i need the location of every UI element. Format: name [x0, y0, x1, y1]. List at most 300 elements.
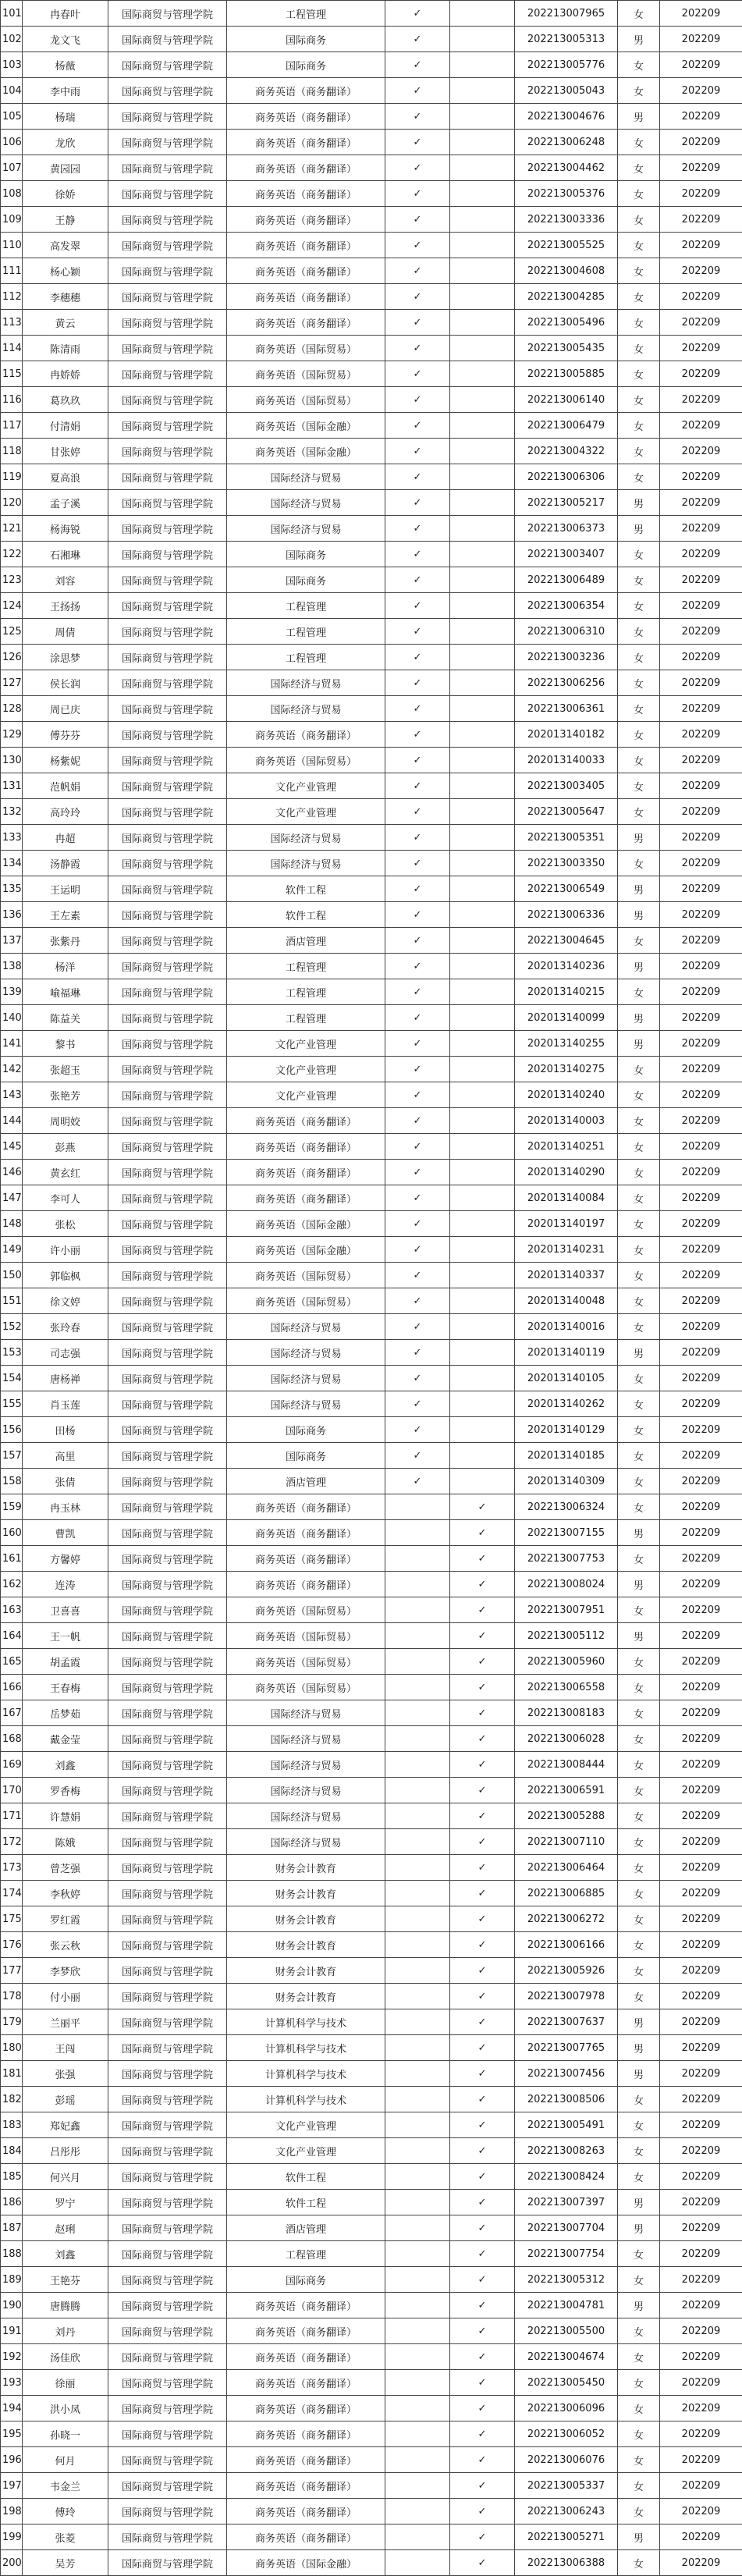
- row-number: 152: [1, 1314, 23, 1340]
- check-mark-column-b: ✓: [450, 1958, 515, 1984]
- row-number: 168: [1, 1726, 23, 1752]
- college-name: 国际商贸与管理学院: [108, 1185, 227, 1211]
- student-name: 张倩: [23, 1469, 108, 1494]
- college-name: 国际商贸与管理学院: [108, 1546, 227, 1572]
- student-name: 张云秋: [23, 1932, 108, 1958]
- check-mark-column-b: ✓: [450, 1546, 515, 1572]
- major-name: 商务英语（商务翻译）: [227, 1546, 385, 1572]
- check-mark-column-b: [450, 1469, 515, 1494]
- check-mark-column-a: ✓: [385, 413, 450, 439]
- student-name: 肖玉莲: [23, 1391, 108, 1417]
- major-name: 国际经济与贸易: [227, 490, 385, 516]
- gender: 男: [618, 1520, 660, 1546]
- check-mark-column-a: ✓: [385, 1031, 450, 1057]
- check-mark-column-a: ✓: [385, 670, 450, 696]
- check-mark-column-b: [450, 1443, 515, 1469]
- row-number: 157: [1, 1443, 23, 1469]
- table-row: [1, 1855, 742, 1881]
- student-name: 冉超: [23, 825, 108, 851]
- student-id: 202213006558: [515, 1675, 618, 1700]
- major-name: 酒店管理: [227, 1469, 385, 1494]
- table-row: [1, 619, 742, 645]
- student-id: 202213004645: [515, 928, 618, 954]
- college-name: 国际商贸与管理学院: [108, 1211, 227, 1237]
- college-name: 国际商贸与管理学院: [108, 773, 227, 799]
- check-mark-column-a: ✓: [385, 464, 450, 490]
- enrollment-grade: 202209: [660, 1752, 742, 1778]
- gender: 女: [618, 1597, 660, 1623]
- student-name: 夏高浪: [23, 464, 108, 490]
- student-id: 202013140215: [515, 979, 618, 1005]
- row-number: 169: [1, 1752, 23, 1778]
- major-name: 文化产业管理: [227, 799, 385, 825]
- student-id: 202213006096: [515, 2396, 618, 2421]
- gender: 男: [618, 2061, 660, 2087]
- table-row: [1, 2344, 742, 2370]
- college-name: 国际商贸与管理学院: [108, 1520, 227, 1546]
- major-name: 商务英语（商务翻译）: [227, 310, 385, 336]
- row-number: 198: [1, 2499, 23, 2524]
- student-id: 202213005435: [515, 336, 618, 361]
- gender: 女: [618, 1700, 660, 1726]
- gender: 女: [618, 207, 660, 233]
- gender: 女: [618, 130, 660, 155]
- major-name: 商务英语（商务翻译）: [227, 181, 385, 207]
- enrollment-grade: 202209: [660, 2112, 742, 2138]
- enrollment-grade: 202209: [660, 1932, 742, 1958]
- row-number: 120: [1, 490, 23, 516]
- row-number: 108: [1, 181, 23, 207]
- college-name: 国际商贸与管理学院: [108, 1572, 227, 1597]
- table-row: [1, 413, 742, 439]
- major-name: 国际经济与贸易: [227, 464, 385, 490]
- row-number: 149: [1, 1237, 23, 1263]
- check-mark-column-b: ✓: [450, 1778, 515, 1803]
- check-mark-column-b: ✓: [450, 1829, 515, 1855]
- major-name: 商务英语（国际贸易）: [227, 1288, 385, 1314]
- gender: 女: [618, 2112, 660, 2138]
- gender: 女: [618, 542, 660, 567]
- major-name: 商务英语（商务翻译）: [227, 233, 385, 258]
- enrollment-grade: 202209: [660, 52, 742, 78]
- table-row: [1, 1958, 742, 1984]
- student-id: 202213006256: [515, 670, 618, 696]
- student-name: 汤佳欣: [23, 2344, 108, 2370]
- check-mark-column-a: ✓: [385, 310, 450, 336]
- major-name: 软件工程: [227, 876, 385, 902]
- row-number: 167: [1, 1700, 23, 1726]
- college-name: 国际商贸与管理学院: [108, 1288, 227, 1314]
- major-name: 软件工程: [227, 902, 385, 928]
- gender: 男: [618, 1340, 660, 1366]
- table-row: [1, 1082, 742, 1108]
- student-id: 202013140048: [515, 1288, 618, 1314]
- student-id: 202013140337: [515, 1263, 618, 1288]
- gender: 女: [618, 361, 660, 387]
- gender: 男: [618, 876, 660, 902]
- check-mark-column-b: [450, 1031, 515, 1057]
- gender: 女: [618, 748, 660, 773]
- gender: 女: [618, 1984, 660, 2009]
- enrollment-grade: 202209: [660, 2241, 742, 2267]
- table-row: [1, 516, 742, 542]
- major-name: 工程管理: [227, 1, 385, 27]
- college-name: 国际商贸与管理学院: [108, 1494, 227, 1520]
- table-row: [1, 233, 742, 258]
- gender: 男: [618, 1572, 660, 1597]
- table-row: [1, 155, 742, 181]
- check-mark-column-a: [385, 2370, 450, 2396]
- table-row: [1, 902, 742, 928]
- table-row: [1, 1108, 742, 1134]
- enrollment-grade: 202209: [660, 1366, 742, 1391]
- check-mark-column-a: [385, 2087, 450, 2112]
- student-name: 李中雨: [23, 78, 108, 104]
- gender: 女: [618, 773, 660, 799]
- row-number: 196: [1, 2447, 23, 2473]
- student-id: 202213008424: [515, 2164, 618, 2190]
- student-id: 202213004781: [515, 2293, 618, 2318]
- student-name: 石湘琳: [23, 542, 108, 567]
- check-mark-column-b: [450, 825, 515, 851]
- enrollment-grade: 202209: [660, 1778, 742, 1803]
- major-name: 商务英语（商务翻译）: [227, 2370, 385, 2396]
- student-name: 许小丽: [23, 1237, 108, 1263]
- check-mark-column-b: ✓: [450, 2267, 515, 2293]
- gender: 女: [618, 1134, 660, 1160]
- check-mark-column-b: ✓: [450, 2318, 515, 2344]
- student-id: 202213006549: [515, 876, 618, 902]
- major-name: 商务英语（国际贸易）: [227, 1263, 385, 1288]
- table-row: [1, 1443, 742, 1469]
- gender: 女: [618, 1108, 660, 1134]
- row-number: 117: [1, 413, 23, 439]
- student-id: 202213005926: [515, 1958, 618, 1984]
- check-mark-column-a: ✓: [385, 1469, 450, 1494]
- table-row: [1, 1211, 742, 1237]
- college-name: 国际商贸与管理学院: [108, 2112, 227, 2138]
- major-name: 国际经济与贸易: [227, 1726, 385, 1752]
- student-name: 曹凯: [23, 1520, 108, 1546]
- student-name: 龙文飞: [23, 27, 108, 52]
- gender: 女: [618, 2164, 660, 2190]
- row-number: 131: [1, 773, 23, 799]
- college-name: 国际商贸与管理学院: [108, 1108, 227, 1134]
- check-mark-column-b: ✓: [450, 2035, 515, 2061]
- enrollment-grade: 202209: [660, 258, 742, 284]
- table-row: [1, 928, 742, 954]
- check-mark-column-b: [450, 1340, 515, 1366]
- gender: 女: [618, 2267, 660, 2293]
- check-mark-column-b: [450, 336, 515, 361]
- enrollment-grade: 202209: [660, 851, 742, 876]
- table-row: [1, 336, 742, 361]
- student-id: 202213005500: [515, 2318, 618, 2344]
- row-number: 103: [1, 52, 23, 78]
- check-mark-column-a: [385, 1700, 450, 1726]
- check-mark-column-a: ✓: [385, 696, 450, 722]
- gender: 女: [618, 1803, 660, 1829]
- check-mark-column-b: [450, 130, 515, 155]
- check-mark-column-a: [385, 1803, 450, 1829]
- major-name: 商务英语（国际贸易）: [227, 1649, 385, 1675]
- enrollment-grade: 202209: [660, 2370, 742, 2396]
- enrollment-grade: 202209: [660, 1675, 742, 1700]
- check-mark-column-a: [385, 2447, 450, 2473]
- gender: 男: [618, 2035, 660, 2061]
- enrollment-grade: 202209: [660, 1520, 742, 1546]
- check-mark-column-b: ✓: [450, 1906, 515, 1932]
- major-name: 商务英语（国际金融）: [227, 439, 385, 464]
- table-row: [1, 979, 742, 1005]
- student-name: 黄园园: [23, 155, 108, 181]
- enrollment-grade: 202209: [660, 155, 742, 181]
- check-mark-column-b: ✓: [450, 2215, 515, 2241]
- check-mark-column-a: ✓: [385, 1185, 450, 1211]
- table-row: [1, 2215, 742, 2241]
- major-name: 国际经济与贸易: [227, 1391, 385, 1417]
- gender: 女: [618, 1391, 660, 1417]
- enrollment-grade: 202209: [660, 516, 742, 542]
- gender: 男: [618, 1005, 660, 1031]
- gender: 女: [618, 696, 660, 722]
- check-mark-column-a: ✓: [385, 1108, 450, 1134]
- gender: 男: [618, 27, 660, 52]
- table-row: [1, 1932, 742, 1958]
- major-name: 商务英语（商务翻译）: [227, 1572, 385, 1597]
- gender: 男: [618, 902, 660, 928]
- table-row: [1, 1469, 742, 1494]
- college-name: 国际商贸与管理学院: [108, 2473, 227, 2499]
- student-id: 202213006885: [515, 1881, 618, 1906]
- check-mark-column-b: ✓: [450, 1597, 515, 1623]
- check-mark-column-b: [450, 1082, 515, 1108]
- gender: 女: [618, 464, 660, 490]
- major-name: 商务英语（商务翻译）: [227, 2344, 385, 2370]
- student-id: 202213005647: [515, 799, 618, 825]
- major-name: 商务英语（商务翻译）: [227, 78, 385, 104]
- row-number: 163: [1, 1597, 23, 1623]
- college-name: 国际商贸与管理学院: [108, 2499, 227, 2524]
- check-mark-column-b: ✓: [450, 2370, 515, 2396]
- student-name: 汤静霞: [23, 851, 108, 876]
- student-name: 田杨: [23, 1417, 108, 1443]
- major-name: 商务英语（商务翻译）: [227, 2293, 385, 2318]
- check-mark-column-a: ✓: [385, 1237, 450, 1263]
- gender: 女: [618, 593, 660, 619]
- college-name: 国际商贸与管理学院: [108, 1881, 227, 1906]
- table-row: [1, 2190, 742, 2215]
- college-name: 国际商贸与管理学院: [108, 1443, 227, 1469]
- row-number: 186: [1, 2190, 23, 2215]
- student-name: 高玲玲: [23, 799, 108, 825]
- check-mark-column-b: ✓: [450, 1803, 515, 1829]
- gender: 女: [618, 2318, 660, 2344]
- check-mark-column-a: [385, 2499, 450, 2524]
- enrollment-grade: 202209: [660, 464, 742, 490]
- major-name: 工程管理: [227, 979, 385, 1005]
- college-name: 国际商贸与管理学院: [108, 1263, 227, 1288]
- gender: 女: [618, 78, 660, 104]
- check-mark-column-b: [450, 722, 515, 748]
- major-name: 国际商务: [227, 1443, 385, 1469]
- college-name: 国际商贸与管理学院: [108, 670, 227, 696]
- college-name: 国际商贸与管理学院: [108, 542, 227, 567]
- table-row: [1, 645, 742, 670]
- check-mark-column-b: ✓: [450, 2009, 515, 2035]
- student-id: 202013140197: [515, 1211, 618, 1237]
- check-mark-column-b: ✓: [450, 1623, 515, 1649]
- check-mark-column-b: [450, 1391, 515, 1417]
- enrollment-grade: 202209: [660, 1726, 742, 1752]
- table-row: [1, 1803, 742, 1829]
- student-id: 202213006479: [515, 413, 618, 439]
- check-mark-column-a: ✓: [385, 1211, 450, 1237]
- check-mark-column-a: ✓: [385, 619, 450, 645]
- student-name: 徐丽: [23, 2370, 108, 2396]
- enrollment-grade: 202209: [660, 2087, 742, 2112]
- gender: 女: [618, 2396, 660, 2421]
- gender: 女: [618, 413, 660, 439]
- enrollment-grade: 202209: [660, 27, 742, 52]
- major-name: 文化产业管理: [227, 773, 385, 799]
- gender: 女: [618, 851, 660, 876]
- college-name: 国际商贸与管理学院: [108, 1906, 227, 1932]
- check-mark-column-b: ✓: [450, 1984, 515, 2009]
- gender: 女: [618, 2370, 660, 2396]
- row-number: 151: [1, 1288, 23, 1314]
- college-name: 国际商贸与管理学院: [108, 1649, 227, 1675]
- enrollment-grade: 202209: [660, 2009, 742, 2035]
- check-mark-column-b: [450, 670, 515, 696]
- gender: 女: [618, 2473, 660, 2499]
- college-name: 国际商贸与管理学院: [108, 1675, 227, 1700]
- check-mark-column-b: ✓: [450, 1881, 515, 1906]
- enrollment-grade: 202209: [660, 1005, 742, 1031]
- check-mark-column-a: [385, 2241, 450, 2267]
- major-name: 商务英语（商务翻译）: [227, 2524, 385, 2550]
- college-name: 国际商贸与管理学院: [108, 902, 227, 928]
- student-id: 202213005351: [515, 825, 618, 851]
- major-name: 商务英语（国际贸易）: [227, 336, 385, 361]
- table-row: [1, 2241, 742, 2267]
- check-mark-column-b: [450, 78, 515, 104]
- enrollment-grade: 202209: [660, 670, 742, 696]
- gender: 男: [618, 2009, 660, 2035]
- college-name: 国际商贸与管理学院: [108, 233, 227, 258]
- enrollment-grade: 202209: [660, 1, 742, 27]
- student-id: 202213004285: [515, 284, 618, 310]
- student-id: 202213007754: [515, 2241, 618, 2267]
- student-id: 202213005337: [515, 2473, 618, 2499]
- student-id: 202213007753: [515, 1546, 618, 1572]
- table-row: [1, 825, 742, 851]
- table-row: [1, 387, 742, 413]
- table-row: [1, 748, 742, 773]
- gender: 女: [618, 1881, 660, 1906]
- student-id: 202213007110: [515, 1829, 618, 1855]
- check-mark-column-b: ✓: [450, 2112, 515, 2138]
- table-row: [1, 2499, 742, 2524]
- student-id: 202213003236: [515, 645, 618, 670]
- table-row: [1, 954, 742, 979]
- student-name: 洪小凤: [23, 2396, 108, 2421]
- check-mark-column-a: [385, 1881, 450, 1906]
- check-mark-column-a: [385, 2524, 450, 2550]
- check-mark-column-a: [385, 2421, 450, 2447]
- table-row: [1, 1881, 742, 1906]
- check-mark-column-a: ✓: [385, 1443, 450, 1469]
- table-row: [1, 439, 742, 464]
- check-mark-column-a: [385, 1752, 450, 1778]
- student-id: 202213006076: [515, 2447, 618, 2473]
- check-mark-column-a: [385, 2138, 450, 2164]
- check-mark-column-a: ✓: [385, 284, 450, 310]
- enrollment-grade: 202209: [660, 1288, 742, 1314]
- student-name: 杨心颖: [23, 258, 108, 284]
- college-name: 国际商贸与管理学院: [108, 979, 227, 1005]
- gender: 女: [618, 2447, 660, 2473]
- check-mark-column-a: [385, 1675, 450, 1700]
- table-row: [1, 1417, 742, 1443]
- major-name: 文化产业管理: [227, 1031, 385, 1057]
- check-mark-column-a: ✓: [385, 104, 450, 130]
- student-name: 甘张婷: [23, 439, 108, 464]
- row-number: 114: [1, 336, 23, 361]
- student-name: 孟子溪: [23, 490, 108, 516]
- table-row: [1, 181, 742, 207]
- row-number: 127: [1, 670, 23, 696]
- gender: 女: [618, 258, 660, 284]
- gender: 女: [618, 1263, 660, 1288]
- student-name: 付小丽: [23, 1984, 108, 2009]
- enrollment-grade: 202209: [660, 2215, 742, 2241]
- college-name: 国际商贸与管理学院: [108, 1366, 227, 1391]
- row-number: 197: [1, 2473, 23, 2499]
- check-mark-column-a: ✓: [385, 876, 450, 902]
- check-mark-column-b: [450, 284, 515, 310]
- table-row: [1, 207, 742, 233]
- table-row: [1, 1237, 742, 1263]
- check-mark-column-b: [450, 1288, 515, 1314]
- student-id: 202013140084: [515, 1185, 618, 1211]
- enrollment-grade: 202209: [660, 1108, 742, 1134]
- student-name: 张超玉: [23, 1057, 108, 1082]
- major-name: 软件工程: [227, 2190, 385, 2215]
- student-id: 202213005112: [515, 1623, 618, 1649]
- college-name: 国际商贸与管理学院: [108, 258, 227, 284]
- college-name: 国际商贸与管理学院: [108, 1134, 227, 1160]
- check-mark-column-a: ✓: [385, 516, 450, 542]
- college-name: 国际商贸与管理学院: [108, 2009, 227, 2035]
- enrollment-grade: 202209: [660, 2396, 742, 2421]
- college-name: 国际商贸与管理学院: [108, 748, 227, 773]
- row-number: 184: [1, 2138, 23, 2164]
- gender: 男: [618, 104, 660, 130]
- major-name: 商务英语（国际金融）: [227, 2550, 385, 2576]
- check-mark-column-a: ✓: [385, 722, 450, 748]
- table-row: [1, 1546, 742, 1572]
- check-mark-column-b: [450, 645, 515, 670]
- major-name: 商务英语（商务翻译）: [227, 130, 385, 155]
- college-name: 国际商贸与管理学院: [108, 516, 227, 542]
- college-name: 国际商贸与管理学院: [108, 439, 227, 464]
- college-name: 国际商贸与管理学院: [108, 27, 227, 52]
- college-name: 国际商贸与管理学院: [108, 78, 227, 104]
- enrollment-grade: 202209: [660, 2035, 742, 2061]
- row-number: 185: [1, 2164, 23, 2190]
- enrollment-grade: 202209: [660, 1649, 742, 1675]
